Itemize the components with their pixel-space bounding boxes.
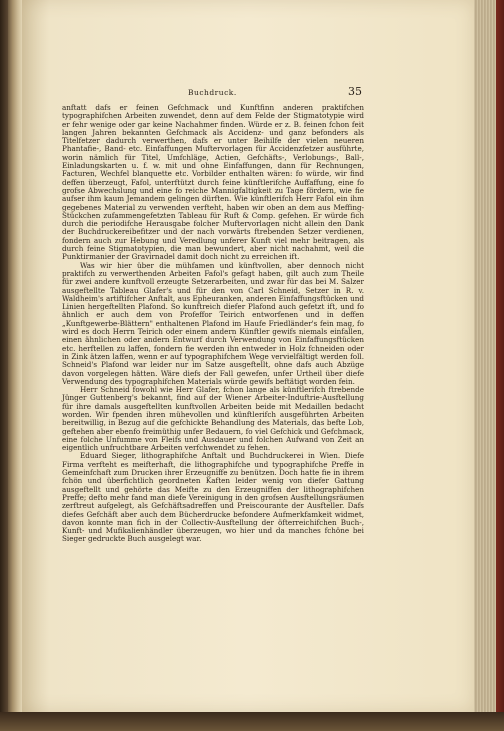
- running-title: Buchdruck.: [188, 88, 237, 97]
- book-cover-right: [496, 0, 504, 731]
- body-text: [62, 104, 364, 544]
- paragraph: Eduard Sieger, lithographifche Anftalt und Buchdruckerei in Wien. Diefe Firma verfteht es meifterhaft, die lithographifche und typographifche Preffe in Gemeinfchaft zum Drucken ihrer Erzeugniffe zu benützen. Doch hatte fie in ihrem fchön und überfichtlich geordneten Kaften leider wenig von diefer Gattung ausgeftellt und gehörte das Meifte zu den Erzeugniffen der lithographifchen Preffe; defto mehr fand man diefe Vereinigung in den grofsen Ausftellungsräumen zerftreut aufgelegt, als Gefchäftsadreffen und Preiscourante der Ausfteller. Dafs diefes Gefchäft aber auch dem Bücherdrucke befondere Aufmerkfamkeit widmet, davon konnte man fich in der Collectiv-Ausftellung der öfterreichifchen Buch-, Kunft- und Mufikalienhändler überzeugen, wo hier und da manches fchöne bei Sieger gedruckte Buch ausgelegt war.: [62, 451, 364, 544]
- page-number: 35: [348, 85, 362, 98]
- book-cover-left: [0, 0, 8, 731]
- running-head: [0, 85, 504, 102]
- paragraph: Herr Schneid fowohl wie Herr Glafer, fchon lange als künftlerifch ftrebende Jünger Guttenberg's bekannt, find auf der Wiener Arbeiter-Induftrie-Ausftellung für ihre damals ausgeftellten kunftvollen Arbeiten beide mit Medaillen bedacht worden. Wir fpenden ihren mühevollen und künftlerifch ausgeführten Arbeiten bereitwillig, in Bezug auf die gefchickte Behandlung des Materials, das befte Lob, geftehen aber ebenfo freimüthig unfer Bedauern, fo viel Gefchick und Gefchmack, eine folche Unfumme von Fleifs und Ausdauer und folchen Aufwand von Zeit an eigentlich unfruchtbare Arbeiten verfchwendet zu fehen.: [62, 385, 364, 453]
- book-gutter: [8, 0, 22, 731]
- paragraph: anftatt dafs er feinen Gefchmack und Kunftfinn anderen praktifchen typographifchen Arbeiten zuwendet, denn auf dem Felde der Stigmatotypie wird er fehr wenige oder gar keine Nachahmer finden. Würde er z. B. feinen fchon feit langen Jahren bekannten Gefchmack als Accidenz- und ganz befonders als Titelfetzer dadurch verwerthen, dafs er unter Beihilfe der vielen neueren Phantafie-, Band- etc. Einfaffungen Muftervorlagen für Accidenzfetzer ausführte, worin nämlich für Titel, Umfchläge, Actien, Gefchäfts-, Verlobungs-, Ball-, Einladungskarten u. f. w. mit und ohne Einfaffungen, dann für Rechnungen, Facturen, Wechfel blanquette etc. Vorbilder enthalten wären: fo würde, wir find deffen überzeugt, Fafol, unterftützt durch feine künftlerifche Auffaffung, eine fo grofse Abwechslung und eine fo reiche Mannigfaltigkeit zu Tage fördern, wie fie aufser ihm kaum Jemandem gelingen dürften. Wie künftlerifch Herr Fafol ein ihm gegebenes Material zu verwenden verfteht, haben wir oben an dem aus Meffing-Stückchen zufammengefetzten Tableau für Ruft & Comp. gefehen. Er würde fich durch die periodifche Herausgabe folcher Muftervorlagen nicht allein den Dank der Buchdruckereibefitzer und der nach vorwärts ftrebenden Setzer verdienen, fondern auch zur Hebung und Veredlung unferer Kunft viel mehr beitragen, als durch feine Stigmatotypien, die man bewundert, aber nicht nachahmt, weil die Punktirmanier der Gravirnadel damit doch nicht zu erreichen ift.: [62, 103, 364, 262]
- book-bottom-edge: [0, 712, 504, 731]
- paragraph: Was wir hier über die mühfamen und künftvollen, aber dennoch nicht praktifch zu verwerthenden Arbeiten Fafol's gefagt haben, gilt auch zum Theile für zwei andere kunftvoll erzeugte Setzerarbeiten, und zwar für das bei M. Salzer ausgeftellte Tableau Glafer's und für den von Carl Schneid, Setzer in R. v. Waldheim's artiftifcher Anftalt, aus Epheuranken, anderen Einfaffungsftücken und Linien hergeftellten Plafond. So kunftreich diefer Plafond auch gefetzt ift, und fo ähnlich er auch dem von Profeffor Teirich entworfenen und in deffen „Kunftgewerbe-Blättern" enthaltenen Plafond im Haufe Friedländer's fein mag, fo wird es doch Herrn Teirich oder einem andern Künftler gewifs niemals einfallen, einen ähnlichen oder andern Entwurf durch Verwendung von Einfaffungsftücken etc. herftellen zu laffen, fondern fie werden ihn entweder in Holz fchneiden oder in Zink ätzen laffen, wenn er auf typographifchem Wege vervielfältigt werden foll. Schneid's Plafond war leider nur im Satze ausgeftellt, ohne dafs auch Abzüge davon vorgelegen hätten. Wäre diefs der Fall gewefen, unfer Urtheil über diefe Verwendung des typographifchen Materials würde gewifs beftätigt worden fein.: [62, 260, 364, 386]
